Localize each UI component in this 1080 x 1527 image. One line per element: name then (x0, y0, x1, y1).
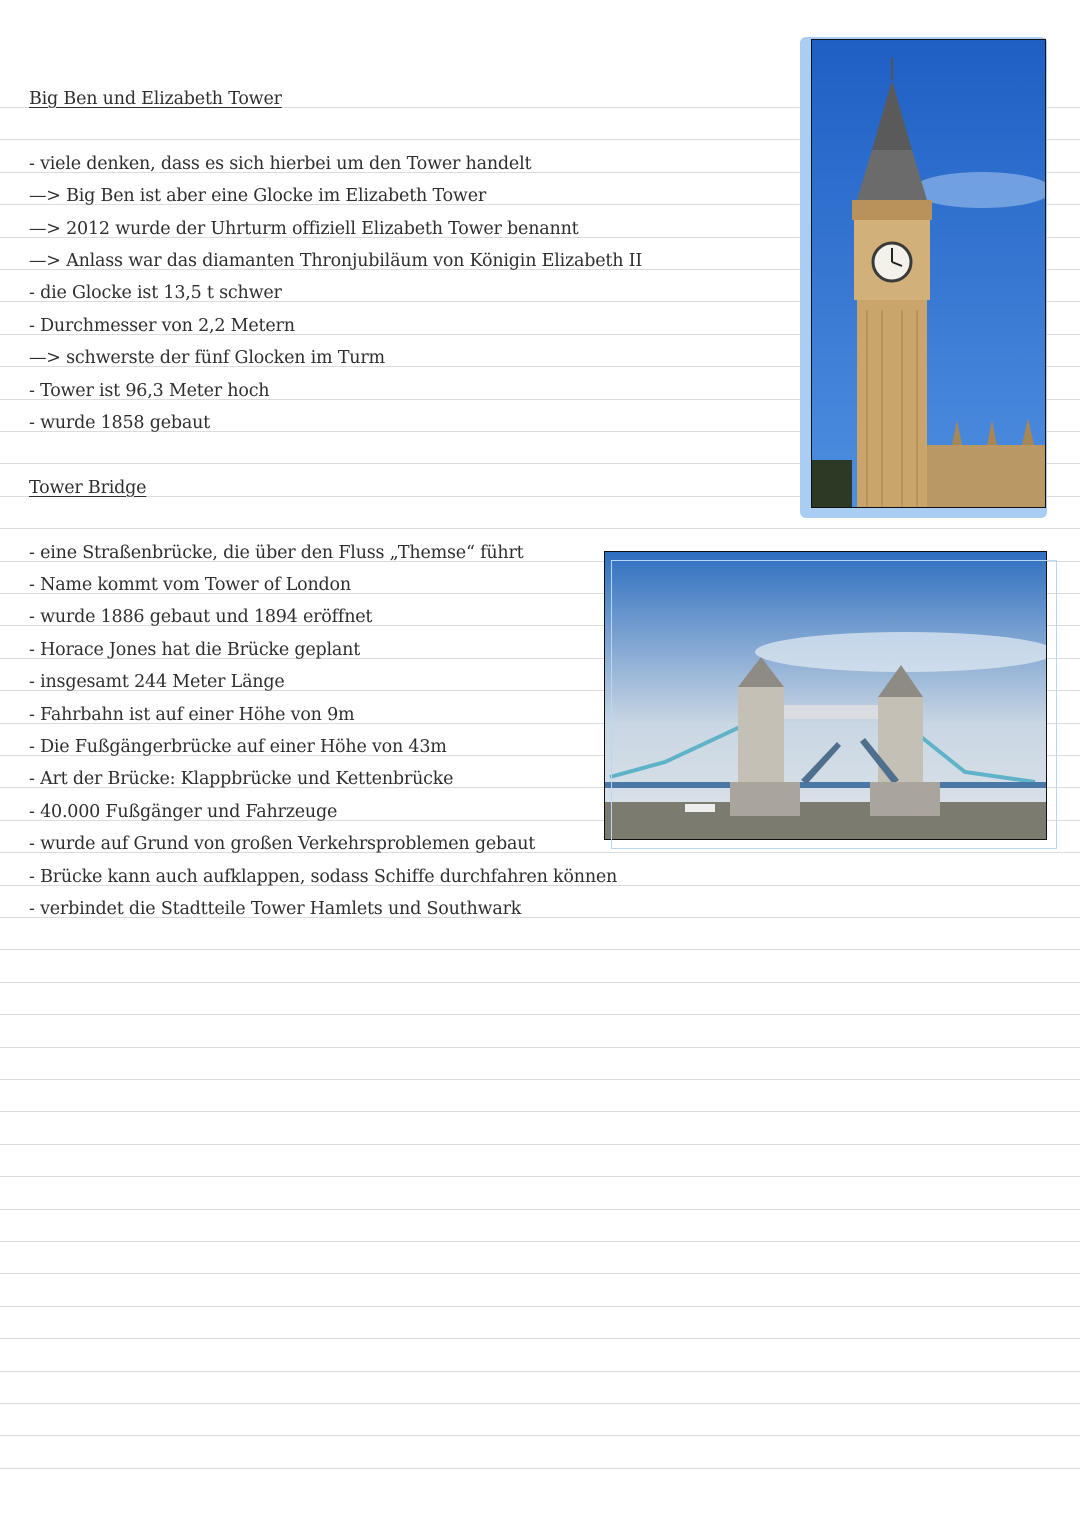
note-line: - Art der Brücke: Klappbrücke und Kettenbrücke (29, 769, 454, 790)
note-line: - Tower ist 96,3 Meter hoch (29, 380, 270, 401)
ruled-line (0, 1111, 1080, 1112)
tower-bridge-photo (604, 551, 1047, 840)
note-line: - wurde auf Grund von großen Verkehrsproblemen gebaut (29, 834, 536, 855)
ruled-line (0, 1468, 1080, 1469)
note-line: - eine Straßenbrücke, die über den Fluss „Themse“ führt (29, 542, 524, 563)
note-line: - 40.000 Fußgänger und Fahrzeuge (29, 801, 338, 822)
ruled-line (0, 1209, 1080, 1210)
ruled-line (0, 1144, 1080, 1145)
note-line: - verbindet die Stadtteile Tower Hamlets und Southwark (29, 899, 522, 919)
note-line: - Durchmesser von 2,2 Metern (29, 315, 295, 336)
note-line: - wurde 1886 gebaut und 1894 eröffnet (29, 607, 373, 628)
ruled-line (0, 528, 1080, 529)
note-line: - insgesamt 244 Meter Länge (29, 672, 285, 693)
ruled-line (0, 1079, 1080, 1080)
note-line: —> Big Ben ist aber eine Glocke im Elizabeth Tower (29, 186, 487, 207)
note-line: —> 2012 wurde der Uhrturm offiziell Elizabeth Tower benannt (29, 218, 579, 239)
note-line: - Name kommt vom Tower of London (29, 575, 351, 595)
ruled-line (0, 949, 1080, 950)
ruled-line (0, 1435, 1080, 1436)
ruled-line (0, 1014, 1080, 1015)
note-line: - die Glocke ist 13,5 t schwer (29, 283, 282, 304)
note-line: - Horace Jones hat die Brücke geplant (29, 639, 361, 660)
note-line: - viele denken, dass es sich hierbei um den Tower handelt (29, 153, 532, 174)
ruled-line (0, 982, 1080, 983)
ruled-line (0, 1371, 1080, 1372)
note-line: - wurde 1858 gebaut (29, 413, 211, 433)
note-line: - Brücke kann auch aufklappen, sodass Schiffe durchfahren können (29, 866, 618, 887)
section-heading-big-ben: Big Ben und Elizabeth Tower (29, 89, 282, 109)
note-line: - Fahrbahn ist auf einer Höhe von 9m (29, 704, 355, 725)
ruled-line (0, 1176, 1080, 1177)
ruled-line (0, 1047, 1080, 1048)
ruled-line (0, 1338, 1080, 1339)
ruled-line (0, 1403, 1080, 1404)
ruled-line (0, 1306, 1080, 1307)
ruled-line (0, 1241, 1080, 1242)
note-line: —> schwerste der fünf Glocken im Turm (29, 348, 385, 369)
note-line: - Die Fußgängerbrücke auf einer Höhe von 43m (29, 737, 447, 757)
section-heading-tower-bridge: Tower Bridge (29, 478, 147, 498)
ruled-line (0, 1273, 1080, 1274)
big-ben-photo (811, 39, 1046, 508)
note-line: —> Anlass war das diamanten Thronjubiläum von Königin Elizabeth II (29, 251, 643, 271)
